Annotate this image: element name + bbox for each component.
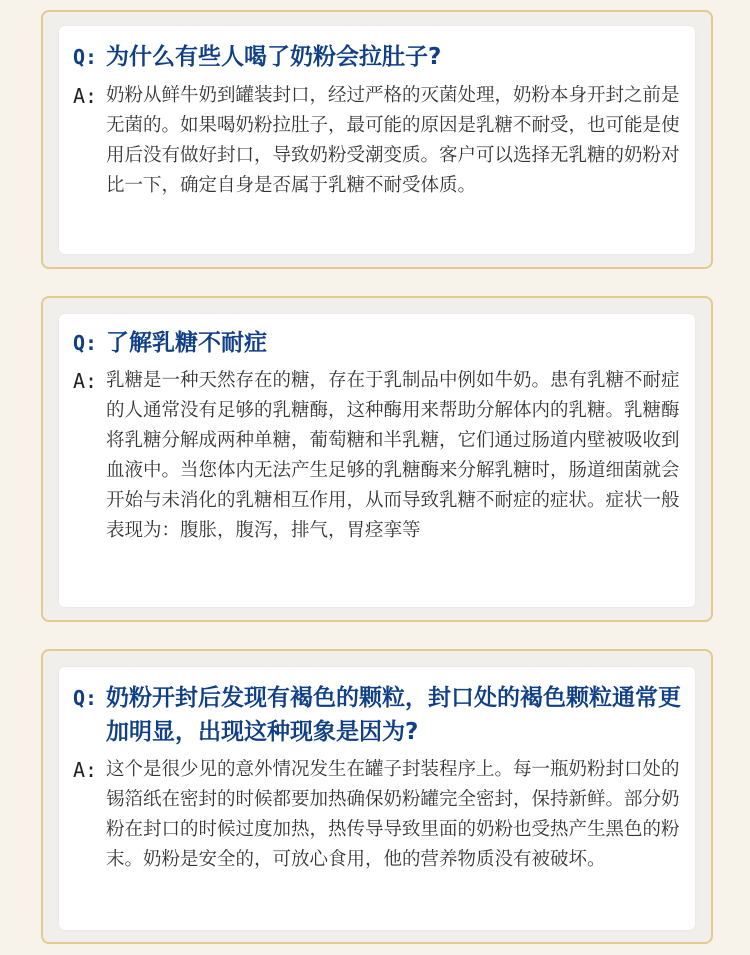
question-row (73, 40, 681, 74)
faq-card-2 (41, 296, 713, 622)
question-prefix: Q: (73, 331, 98, 355)
answer-text: 奶粉从鲜牛奶到罐装封口，经过严格的灭菌处理，奶粉本身开封之前是无菌的。如果喝奶粉拉肚子，最可能的原因是乳糖不耐受，也可能是使用后没有做好封口，导致奶粉受潮变质。客户可以选择无乳糖的奶粉对比一下，确定自身是否属于乳糖不耐受体质。 (106, 85, 680, 196)
question-prefix: Q: (73, 45, 98, 69)
faq-card-1-panel (59, 26, 695, 254)
faq-card-3-panel (59, 667, 695, 930)
faq-card-2-panel (59, 314, 695, 607)
question-row (73, 681, 681, 749)
question-text: 为什么有些人喝了奶粉会拉肚子? (106, 44, 442, 70)
question-text: 奶粉开封后发现有褐色的颗粒，封口处的褐色颗粒通常更加明显，出现这种现象是因为? (106, 685, 681, 745)
answer-prefix: A: (73, 84, 98, 108)
answer-prefix: A: (73, 369, 98, 393)
question-row (73, 326, 681, 360)
question-text: 了解乳糖不耐症 (106, 330, 267, 356)
faq-card-1 (41, 10, 713, 269)
question-prefix: Q: (73, 686, 98, 710)
answer-text: 乳糖是一种天然存在的糖，存在于乳制品中例如牛奶。患有乳糖不耐症的人通常没有足够的乳糖酶，这种酶用来帮助分解体内的乳糖。乳糖酶将乳糖分解成两种单糖，葡萄糖和半乳糖，它们通过肠道内壁被吸收到血液中。当您体内无法产生足够的乳糖酶来分解乳糖时，肠道细菌就会开始与未消化的乳糖相互作用，从而导致乳糖不耐症的症状。症状一般表现为：腹胀，腹泻，排气，胃痉挛等 (106, 370, 680, 541)
answer-row (73, 81, 681, 201)
answer-row (73, 366, 681, 546)
faq-card-3 (41, 649, 713, 944)
answer-prefix: A: (73, 758, 98, 782)
answer-text: 这个是很少见的意外情况发生在罐子封装程序上。每一瓶奶粉封口处的锡箔纸在密封的时候都要加热确保奶粉罐完全密封，保持新鲜。部分奶粉在封口的时候过度加热，热传导导致里面的奶粉也受热产生黑色的粉末。奶粉是安全的，可放心食用，他的营养物质没有被破坏。 (106, 759, 680, 870)
answer-row (73, 755, 681, 875)
